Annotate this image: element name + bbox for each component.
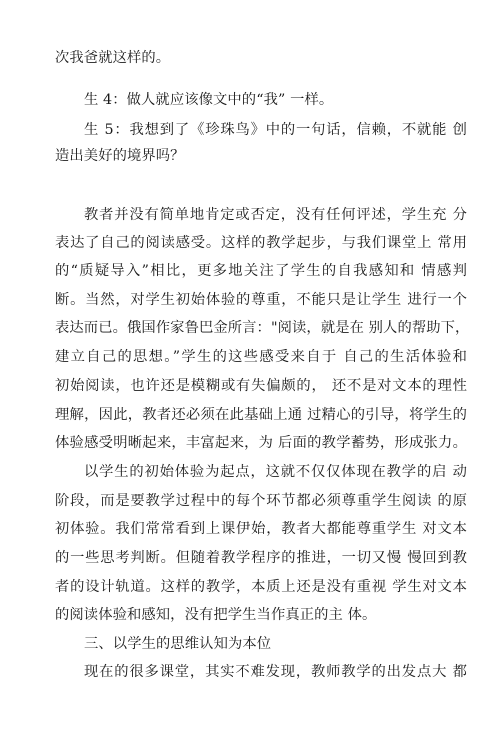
text-line: 阶段，而是要教学过程中的每个环节都必须尊重学生阅读 的原 (55, 493, 467, 509)
text-line: 者的设计轨道。这样的教学，本质上还是没有重视 学生对文本 (55, 579, 467, 595)
text-line: 表达了自己的阅读感受。这样的教学起步，与我们课堂上 常用 (55, 235, 467, 251)
text-line: 教者并没有简单地肯定或否定，没有任何评述，学生充 分 (84, 207, 467, 223)
text-line: 理解，因此，教者还必须在此基础上通 过精心的引导，将学生的 (55, 407, 467, 423)
text-line: 初体验。我们常常看到上课伊始，教者大都能尊重学生 对文本 (55, 521, 467, 537)
text-line: 生 5：我想到了《珍珠鸟》中的一句话，信赖，不就能 创 (84, 122, 467, 138)
text-line: 体验感受明晰起来，丰富起来，为 后面的教学蓄势，形成张力。 (55, 435, 467, 451)
section-heading: 三、以学生的思维认知为本位 (84, 636, 272, 652)
text-line: 造出美好的境界吗？ (55, 148, 185, 164)
text-line: 生 4：做人就应该像文中的“我” 一样。 (84, 92, 334, 108)
text-line: 现在的很多课堂，其实不难发现，教师教学的出发点大 都 (84, 664, 467, 680)
text-line: 的“质疑导入”相比，更多地关注了学生的自我感知和 情感判 (55, 263, 467, 279)
text-line: 建立自己的思想。”学生的这些感受来自于 自己的生活体验和 (55, 349, 467, 365)
text-line: 次我爸就这样的。 (55, 50, 171, 66)
text-line: 的阅读体验和感知，没有把学生当作真正的主 体。 (55, 607, 377, 623)
text-line: 初始阅读，也许还是模糊或有失偏颇的， 还不是对文本的理性 (55, 378, 467, 394)
text-line: 的一些思考判断。但随着教学程序的推进，一切又慢 慢回到教 (55, 550, 467, 566)
text-line: 表达而已。俄国作家鲁巴金所言："阅读，就是在 别人的帮助下， (55, 320, 470, 336)
text-line: 以学生的初始体验为起点，这就不仅仅体现在教学的启 动 (84, 464, 467, 480)
text-line: 断。当然，对学生初始体验的尊重，不能只是让学生 进行一个 (55, 292, 467, 308)
